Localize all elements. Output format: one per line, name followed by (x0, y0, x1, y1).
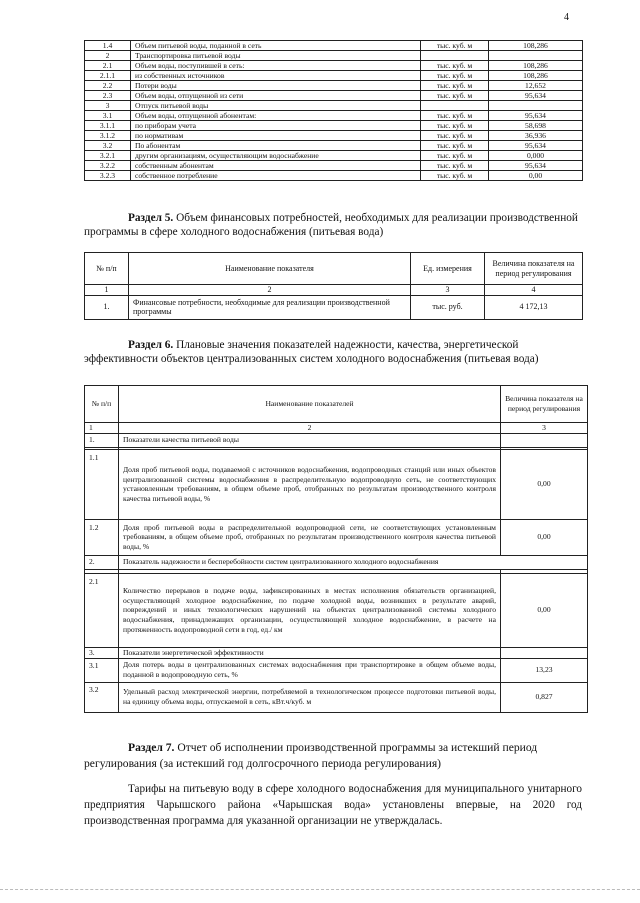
table-row (85, 141, 583, 151)
row-text: Доля потерь воды в централизованных системах водоснабжения при транспортировке в общем объеме воды, поданной в водопроводную сеть, % (119, 658, 501, 682)
section5-heading (84, 211, 582, 239)
row-unit (421, 51, 489, 61)
group-title: Показатели качества питьевой воды (119, 433, 501, 447)
section7-label: Раздел 7. (128, 741, 175, 754)
row-num: 3.1 (85, 658, 119, 682)
row-value: 0,00 (489, 171, 583, 181)
section6-heading (84, 338, 582, 366)
header-name: Наименование показателей (119, 386, 501, 423)
section5-title: Объем финансовых потребностей, необходимых для реализации производственной программы в сфере холодного водоснабжения (питьевая вода) (84, 212, 578, 238)
table-row (85, 71, 583, 81)
table-row (85, 131, 583, 141)
row-value: 0,827 (501, 682, 588, 712)
row-unit: тыс. куб. м (421, 171, 489, 181)
row-num: 3.2.2 (85, 161, 131, 171)
col-number: 2 (119, 423, 501, 434)
col-number: 2 (129, 285, 411, 296)
row-name: Потери воды (131, 81, 421, 91)
table-row (85, 91, 583, 101)
row-num: 2.1.1 (85, 71, 131, 81)
water-balance-table (84, 40, 583, 181)
table-row (85, 111, 583, 121)
row-unit: тыс. куб. м (421, 61, 489, 71)
table-row (85, 161, 583, 171)
row-num: 3.1 (85, 111, 131, 121)
group-num: 1. (85, 433, 119, 447)
group-num: 3. (85, 647, 119, 658)
header-num: № п/п (85, 253, 129, 285)
row-unit: тыс. куб. м (421, 91, 489, 101)
row-num: 1.2 (85, 519, 119, 555)
table-row (85, 41, 583, 51)
row-value: 108,286 (489, 71, 583, 81)
row-name: Финансовые потребности, необходимые для реализации производственной программы (129, 295, 411, 319)
row-value: 95,634 (489, 141, 583, 151)
row-name: по нормативам (131, 131, 421, 141)
row-name: Транспортировка питьевой воды (131, 51, 421, 61)
row-value: 12,652 (489, 81, 583, 91)
row-num: 2.2 (85, 81, 131, 91)
section5-label: Раздел 5. (128, 212, 174, 224)
row-num: 2 (85, 51, 131, 61)
row-value: 36,936 (489, 131, 583, 141)
row-num: 1.4 (85, 41, 131, 51)
col-number: 4 (485, 285, 583, 296)
row-value: 95,634 (489, 91, 583, 101)
table-row (85, 121, 583, 131)
row-num: 3.1.1 (85, 121, 131, 131)
row-value (489, 101, 583, 111)
header-unit: Ед. измерения (411, 253, 485, 285)
row-name: из собственных источников (131, 71, 421, 81)
row-value: 95,634 (489, 111, 583, 121)
row-value (489, 51, 583, 61)
row-name: По абонентам (131, 141, 421, 151)
row-unit: тыс. куб. м (421, 121, 489, 131)
row-num: 1.1 (85, 449, 119, 519)
table-row (85, 51, 583, 61)
row-unit: тыс. куб. м (421, 141, 489, 151)
section6-label: Раздел 6. (128, 339, 174, 351)
row-value: 0,00 (501, 573, 588, 647)
table-row (85, 61, 583, 71)
col-number: 1 (85, 285, 129, 296)
section7-heading (84, 740, 582, 772)
header-name: Наименование показателя (129, 253, 411, 285)
header-value: Величина показателя на период регулирования (501, 386, 588, 423)
section7-title: Отчет об исполнении производственной программы за истекший период регулирования (за истекший год долгосрочного периода регулирования) (84, 741, 538, 770)
row-unit: тыс. куб. м (421, 111, 489, 121)
table-row (85, 101, 583, 111)
row-value: 4 172,13 (485, 295, 583, 319)
col-number: 1 (85, 423, 119, 434)
group-title: Показатель надежности и бесперебойности систем централизованного холодного водоснабжения (119, 555, 588, 569)
row-name: собственным абонентам (131, 161, 421, 171)
row-value: 0,00 (501, 519, 588, 555)
row-num: 3.2.1 (85, 151, 131, 161)
section6-title: Плановые значения показателей надежности, качества, энергетической эффективности объектов централизованных систем холодного водоснабжения (питьевая вода) (84, 339, 539, 365)
row-unit: тыс. куб. м (421, 71, 489, 81)
row-num: 2.3 (85, 91, 131, 101)
row-value: 13,23 (501, 658, 588, 682)
row-name: по приборам учета (131, 121, 421, 131)
row-num: 2.1 (85, 61, 131, 71)
row-unit: тыс. куб. м (421, 151, 489, 161)
table-row (85, 81, 583, 91)
empty-cell (501, 433, 588, 447)
header-value: Величина показателя на период регулирования (485, 253, 583, 285)
table-row (85, 151, 583, 161)
row-name: Объем воды, поступившей в сеть: (131, 61, 421, 71)
row-text: Доля проб питьевой воды в распределительной водопроводной сети, не соответствующих установленным требованиям, в общем объеме проб, отобранных по результатам производственного контроля качества питьевой воды, % (119, 519, 501, 555)
row-name: Объем воды, отпущенной из сети (131, 91, 421, 101)
row-num: 3.2 (85, 141, 131, 151)
row-num: 3.2.3 (85, 171, 131, 181)
page-edge-line (0, 889, 640, 890)
row-unit: тыс. куб. м (421, 161, 489, 171)
page-number: 4 (564, 12, 569, 23)
row-unit: тыс. куб. м (421, 41, 489, 51)
row-unit: тыс. куб. м (421, 131, 489, 141)
row-num: 1. (85, 295, 129, 319)
row-value: 95,634 (489, 161, 583, 171)
row-num: 3 (85, 101, 131, 111)
row-name: собственное потребление (131, 171, 421, 181)
group-title: Показатели энергетической эффективности (119, 647, 501, 658)
row-value: 0,000 (489, 151, 583, 161)
group-num: 2. (85, 555, 119, 569)
table-row (85, 171, 583, 181)
row-text: Доля проб питьевой воды, подаваемой с источников водоснабжения, водопроводных станций или иных объектов централизованной системы водоснабжения в распределительную водопроводную сеть, не соответствующих установленным требованиям, в общем объеме проб, отобранных по результатам производственного контроля качества питьевой воды, % (119, 449, 501, 519)
row-text: Количество перерывов в подаче воды, зафиксированных в местах исполнения обязательств организацией, осуществляющей холодное водоснабжение, по подаче холодной воды, возникших в результате аварий, повреждений и иных технологических нарушений на объектах централизованной системы холодного водоснабжения, принадлежащих организации, осуществляющей холодное водоснабжение, в расчете на протяженность водопроводной сети в год, ед./ км (119, 573, 501, 647)
empty-cell (501, 647, 588, 658)
header-num: № п/п (85, 386, 119, 423)
col-number: 3 (501, 423, 588, 434)
row-num: 3.2 (85, 682, 119, 712)
row-unit: тыс. куб. м (421, 81, 489, 91)
financial-needs-table (84, 252, 583, 320)
row-value: 108,286 (489, 61, 583, 71)
row-name: Объем воды, отпущенной абонентам: (131, 111, 421, 121)
row-num: 2.1 (85, 573, 119, 647)
row-unit (421, 101, 489, 111)
row-text: Удельный расход электрической энергии, потребляемой в технологическом процессе подготовки питьевой воды, на единицу объема воды, отпускаемой в сеть, кВт.ч/куб. м (119, 682, 501, 712)
row-unit: тыс. руб. (411, 295, 485, 319)
closing-paragraph: Тарифы на питьевую воду в сфере холодного водоснабжения для муниципального унитарного предприятия Чарышского района «Чарышская вода» установлены впервые, на 2020 год производственная программа для указанной организации не утверждалась. (84, 783, 582, 827)
row-num: 3.1.2 (85, 131, 131, 141)
col-number: 3 (411, 285, 485, 296)
row-value: 108,286 (489, 41, 583, 51)
row-value: 0,00 (501, 449, 588, 519)
reliability-indicators-table (84, 385, 588, 713)
row-name: Объем питьевой воды, поданной в сеть (131, 41, 421, 51)
row-name: другим организациям, осуществляющим водоснабжение (131, 151, 421, 161)
row-name: Отпуск питьевой воды (131, 101, 421, 111)
row-value: 58,698 (489, 121, 583, 131)
